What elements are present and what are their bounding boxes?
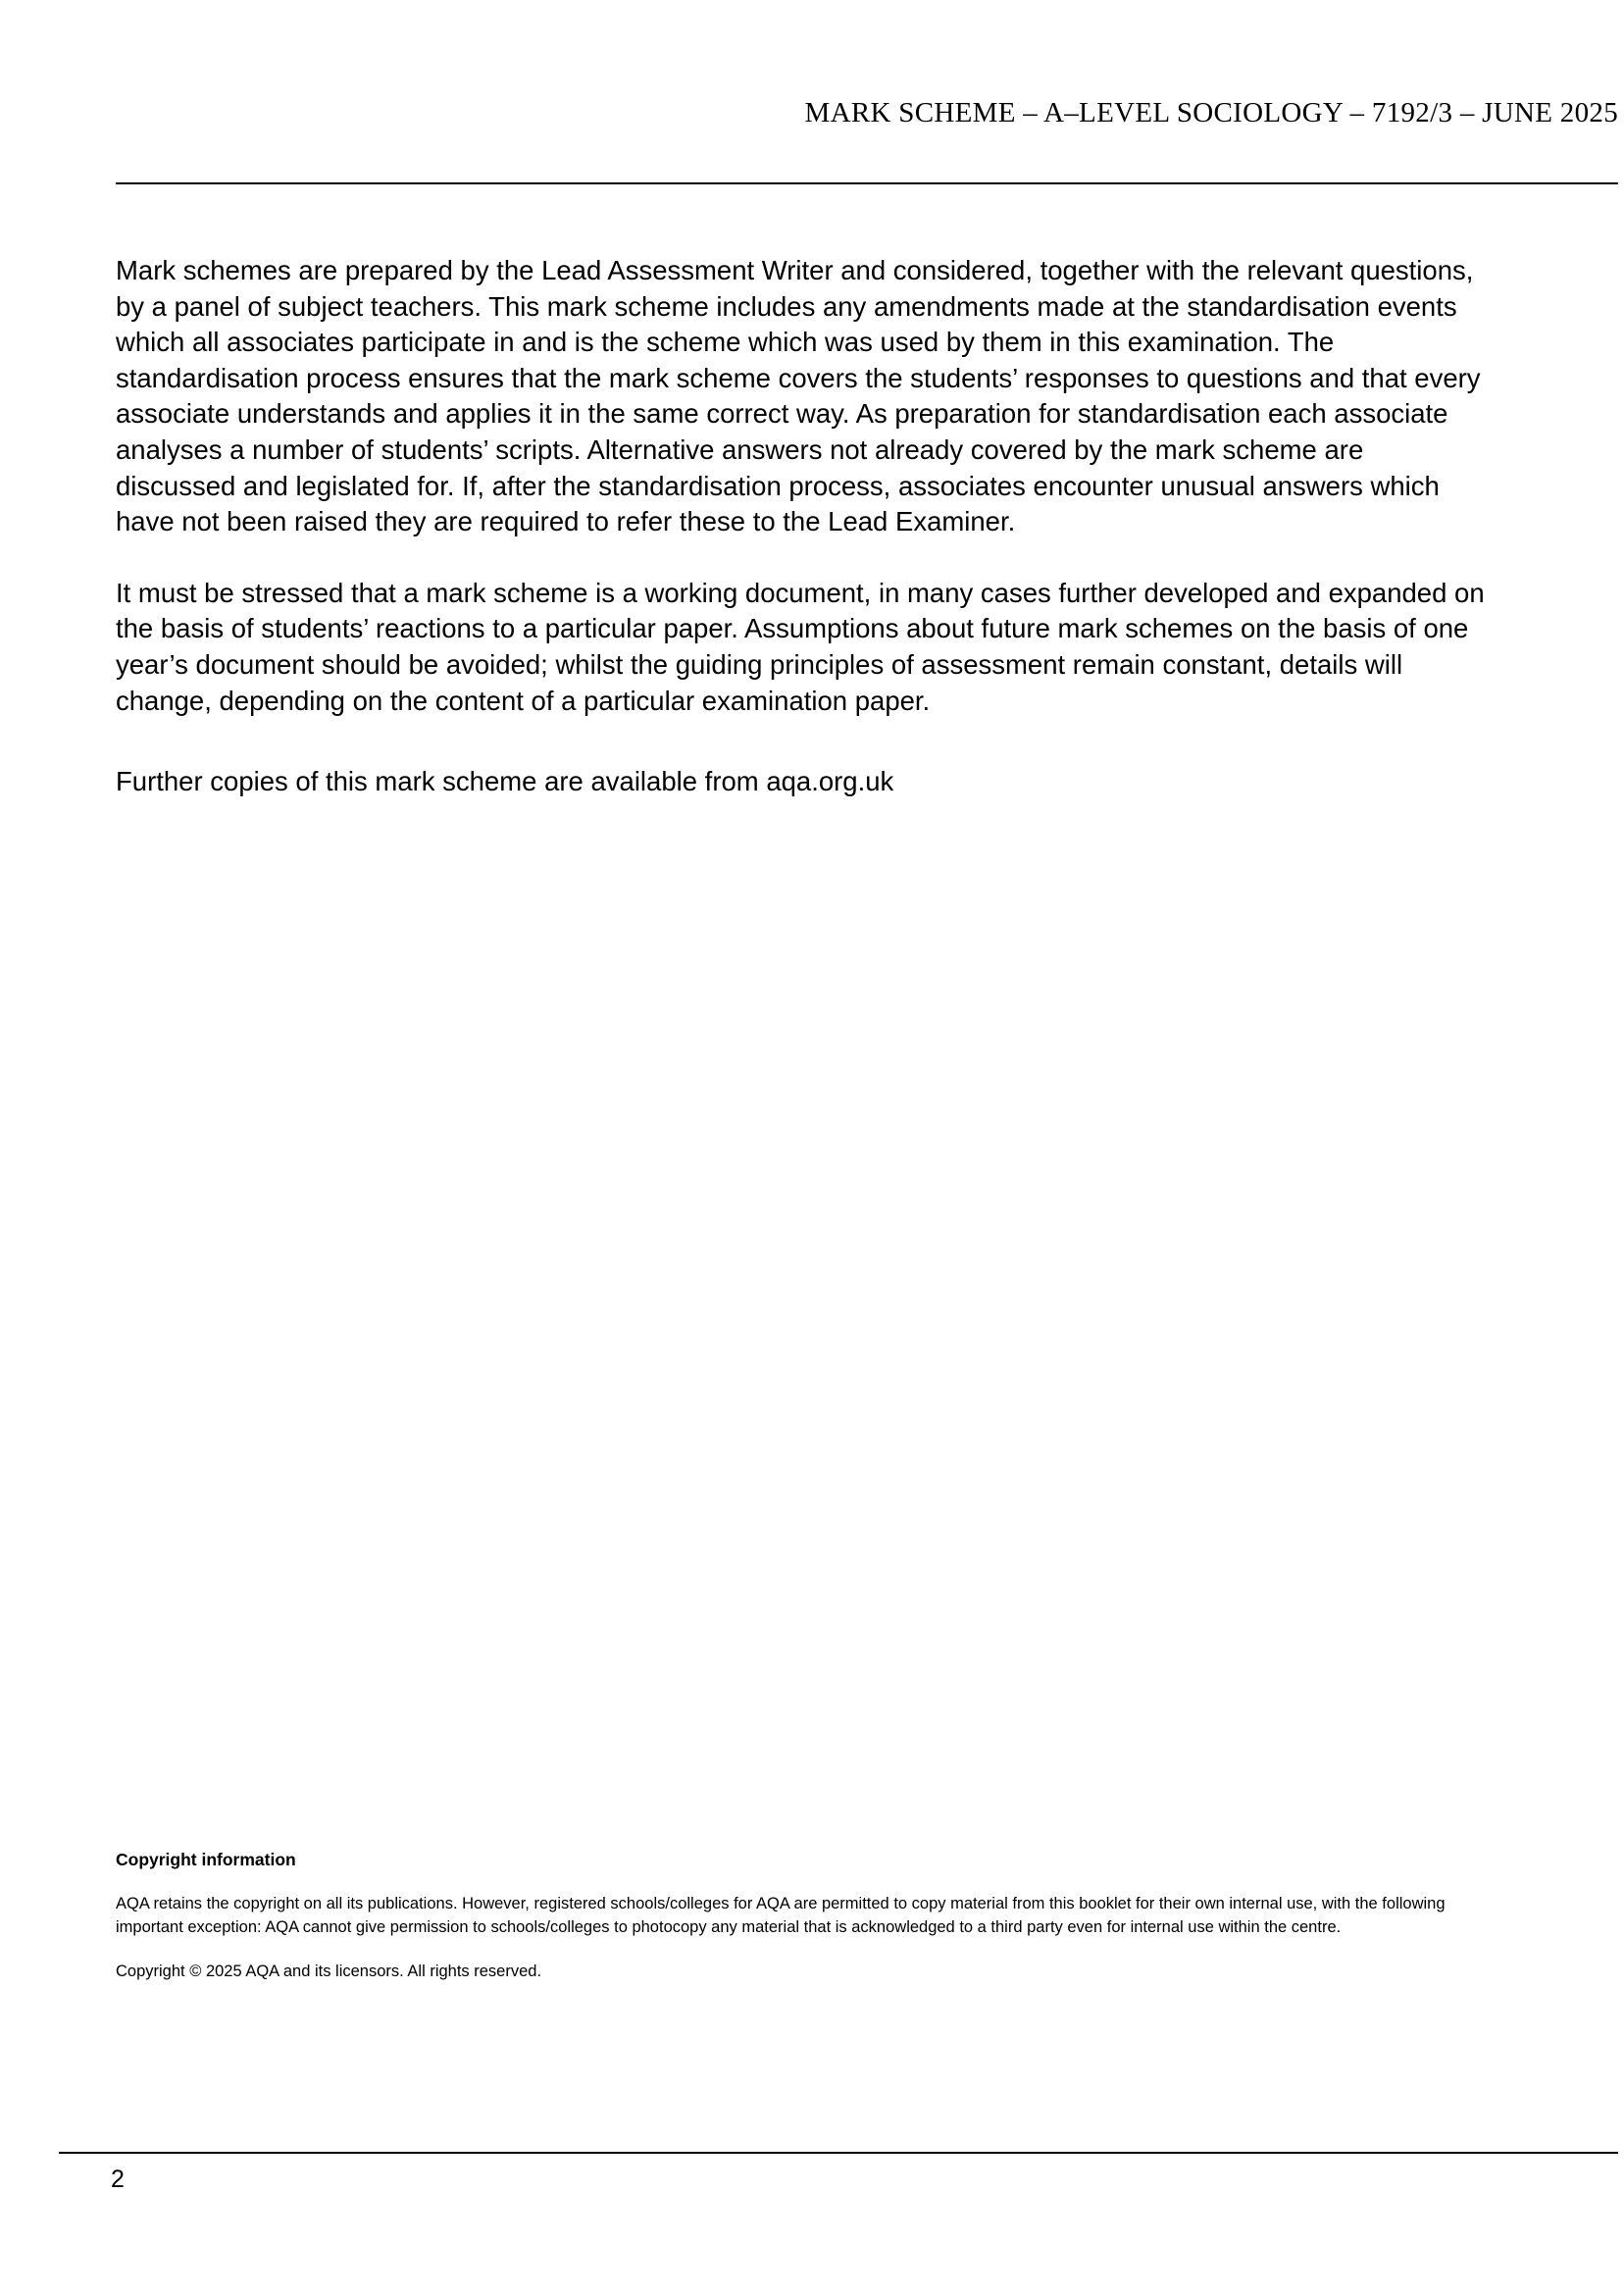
- copyright-section: [116, 1848, 1508, 1984]
- copyright-heading: Copyright information: [116, 1850, 296, 1869]
- intro-paragraph-1: Mark schemes are prepared by the Lead Assessment Writer and considered, together with the relevant questions, by a panel of subject teachers. This mark scheme includes any amendments made at the standardisation events which all associates participate in and is the scheme which was used by them in this examination. The standardisation process ensures that the mark scheme covers the students’ responses to questions and that every associate understands and applies it in the same correct way. As preparation for standardisation each associate analyses a number of students’ scripts. Alternative answers not already covered by the mark scheme are discussed and legislated for. If, after the standardisation process, associates encounter unusual answers which have not been raised they are required to refer these to the Lead Examiner.: [116, 255, 1481, 537]
- intro-paragraph-2: It must be stressed that a mark scheme is a working document, in many cases further developed and expanded on the basis of students’ reactions to a particular paper. Assumptions about future mark schemes on the basis of one year’s document should be avoided; whilst the guiding principles of assessment remain constant, details will change, depending on the content of a particular examination paper.: [116, 577, 1485, 716]
- further-copies-line: Further copies of this mark scheme are available from aqa.org.uk: [116, 766, 894, 797]
- running-header: MARK SCHEME – A–LEVEL SOCIOLOGY – 7192/3 – JUNE 2025: [804, 97, 1618, 128]
- copyright-paragraph-1: AQA retains the copyright on all its publications. However, registered schools/colleges for AQA are permitted to copy material from this booklet for their own internal use, with the following important exception: AQA cannot give permission to schools/colleges to photocopy any material that is acknowledged to a third party even for internal use within the centre.: [116, 1895, 1446, 1936]
- footer-divider-rule: [59, 2152, 1618, 2154]
- page-number: 2: [111, 2166, 125, 2193]
- copyright-paragraph-2: Copyright © 2025 AQA and its licensors. All rights reserved.: [116, 1963, 542, 1980]
- body-content: [116, 253, 1487, 800]
- header-divider-rule: [116, 182, 1618, 184]
